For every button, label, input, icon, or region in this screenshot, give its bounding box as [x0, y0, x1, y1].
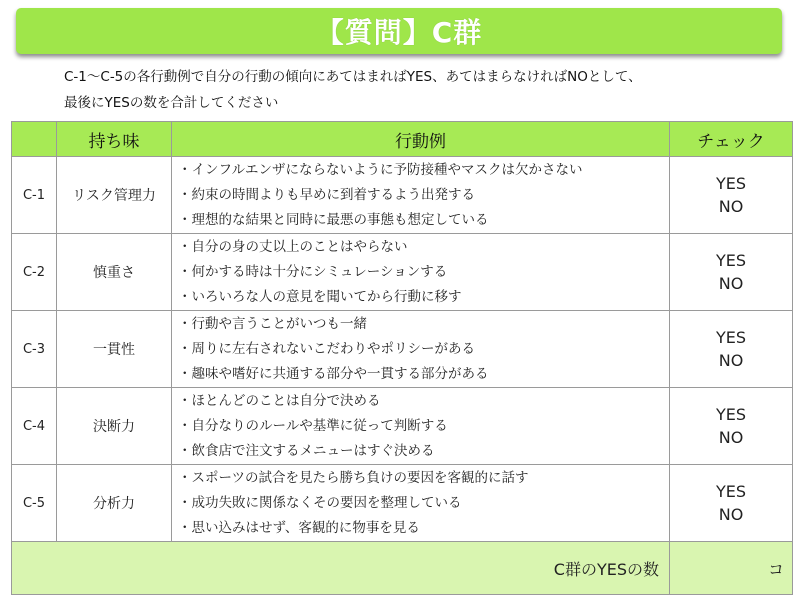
header-code: [12, 122, 57, 157]
row-trait: 慎重さ: [57, 234, 172, 311]
table-row: [12, 388, 793, 465]
row-check: [670, 234, 793, 311]
action-item: ・自分なりのルールや基準に従って判断する: [178, 417, 448, 434]
row-trait: 分析力: [57, 465, 172, 542]
title-banner: [16, 8, 782, 54]
row-actions: [172, 388, 670, 465]
yes-option[interactable]: YES: [715, 482, 747, 501]
instruction-line: 最後にYESの数を合計してください: [64, 95, 279, 111]
action-item: ・思い込みはせず、客観的に物事を見る: [178, 519, 420, 536]
header-row: [12, 122, 793, 157]
table-row: [12, 465, 793, 542]
no-option[interactable]: NO: [718, 274, 744, 293]
action-item: ・インフルエンザにならないように予防接種やマスクは欠かさない: [178, 161, 583, 178]
row-check: [670, 388, 793, 465]
action-item: ・スポーツの試合を見たら勝ち負けの要因を客観的に話す: [178, 469, 529, 486]
row-code: C-5: [12, 465, 57, 542]
row-check: [670, 465, 793, 542]
row-trait: リスク管理力: [57, 157, 172, 234]
row-check: [670, 311, 793, 388]
no-option[interactable]: NO: [718, 197, 744, 216]
action-item: ・自分の身の丈以上のことはやらない: [178, 238, 408, 255]
total-label: C群のYESの数: [12, 542, 670, 595]
row-actions: [172, 465, 670, 542]
action-item: ・周りに左右されないこだわりやポリシーがある: [178, 340, 475, 357]
action-item: ・いろいろな人の意見を聞いてから行動に移す: [178, 288, 462, 305]
total-row: [12, 542, 793, 595]
action-item: ・何かする時は十分にシミュレーションする: [178, 263, 448, 280]
action-item: ・趣味や嗜好に共通する部分や一貫する部分がある: [178, 365, 489, 382]
no-option[interactable]: NO: [718, 505, 744, 524]
row-code: C-1: [12, 157, 57, 234]
action-item: ・成功失敗に関係なくその要因を整理している: [178, 494, 462, 511]
row-actions: [172, 234, 670, 311]
total-count-field[interactable]: コ: [670, 542, 793, 595]
row-trait: 決断力: [57, 388, 172, 465]
header-check: チェック: [670, 122, 793, 157]
yes-option[interactable]: YES: [715, 174, 747, 193]
instructions: [64, 64, 784, 116]
table-row: [12, 311, 793, 388]
action-item: ・理想的な結果と同時に最悪の事態も想定している: [178, 211, 489, 228]
no-option[interactable]: NO: [718, 351, 744, 370]
no-option[interactable]: NO: [718, 428, 744, 447]
header-trait: 持ち味: [57, 122, 172, 157]
yes-option[interactable]: YES: [715, 251, 747, 270]
instruction-line: C-1〜C-5の各行動例で自分の行動の傾向にあてはまればYES、あてはまらなければNOとして、: [64, 69, 642, 85]
page-title: 【質問】C群: [315, 16, 483, 49]
header-actions: 行動例: [172, 122, 670, 157]
row-actions: [172, 311, 670, 388]
row-check: [670, 157, 793, 234]
yes-option[interactable]: YES: [715, 328, 747, 347]
row-trait: 一貫性: [57, 311, 172, 388]
yes-option[interactable]: YES: [715, 405, 747, 424]
question-table: [11, 121, 793, 595]
action-item: ・約束の時間よりも早めに到着するよう出発する: [178, 186, 475, 203]
table-row: [12, 157, 793, 234]
row-code: C-3: [12, 311, 57, 388]
row-actions: [172, 157, 670, 234]
table-row: [12, 234, 793, 311]
row-code: C-2: [12, 234, 57, 311]
action-item: ・行動や言うことがいつも一緒: [178, 315, 367, 332]
row-code: C-4: [12, 388, 57, 465]
action-item: ・ほとんどのことは自分で決める: [178, 392, 381, 409]
action-item: ・飲食店で注文するメニューはすぐ決める: [178, 442, 435, 459]
